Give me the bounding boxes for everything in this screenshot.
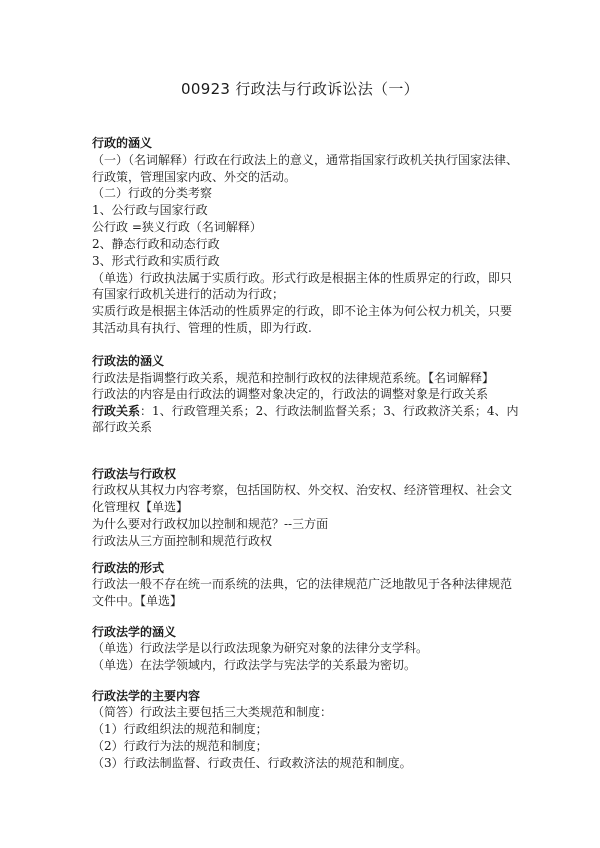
section-heading-administration: 行政的涵义 [92, 136, 153, 150]
paragraph-line: 实质行政是根据主体活动的性质界定的行政，即不论主体为何公权力机关，只要 [92, 304, 513, 318]
section-heading-law-form: 行政法的形式 [92, 561, 165, 575]
section-heading-admin-law: 行政法的涵义 [92, 354, 165, 368]
paragraph-line: （单选）在法学领域内，行政法学与宪法学的关系最为密切。 [92, 658, 417, 672]
paragraph-line: 行政法一般不存在统一而系统的法典，它的法律规范广泛地散见于各种法律规范 [92, 577, 513, 591]
paragraph-line: （二）行政的分类考察 [92, 186, 213, 200]
paragraph-line: 行政策，管理国家内政、外交的活动。 [92, 170, 297, 184]
paragraph-line: 3、形式行政和实质行政 [92, 254, 220, 268]
paragraph-line: （单选）行政执法属于实质行政。形式行政是根据主体的性质界定的行政，即只 [92, 271, 513, 285]
paragraph-line: 部行政关系 [92, 420, 153, 434]
section-heading-admin-power: 行政法与行政权 [92, 467, 177, 481]
paragraph-line: （一）（名词解释）行政在行政法上的意义，通常指国家行政机关执行国家法律、 [92, 153, 519, 167]
paragraph-line: 为什么要对行政权加以控制和规范？--三方面 [92, 517, 329, 531]
paragraph-line: 1、公行政与国家行政 [92, 203, 208, 217]
paragraph-line: 行政法的内容是由行政法的调整对象决定的，行政法的调整对象是行政关系 [92, 387, 489, 401]
paragraph-line: 公行政 =狭义行政（名词解释） [92, 220, 262, 234]
paragraph-line: （简答）行政法主要包括三大类规范和制度： [92, 705, 333, 719]
section-heading-law-science: 行政法学的涵义 [92, 625, 177, 639]
paragraph-line: 行政法是指调整行政关系，规范和控制行政权的法律规范系统。【名词解释】 [92, 371, 495, 385]
list-item: （1）行政组织法的规范和制度； [92, 722, 268, 736]
paragraph-line: 有国家行政机关进行的活动为行政； [92, 287, 285, 301]
paragraph-line: 文件中。【单选】 [92, 594, 183, 608]
document-title: 00923 行政法与行政诉讼法（一） [181, 80, 419, 98]
list-item: （3）行政法制监督、行政责任、行政救济法的规范和制度。 [92, 756, 412, 770]
paragraph-line: 行政权从其权力内容考察，包括国防权、外交权、治安权、经济管理权、社会文 [92, 483, 513, 497]
list-item: （2）行政行为法的规范和制度； [92, 739, 268, 753]
paragraph-line: 化管理权【单选】 [92, 500, 189, 514]
section-heading-main-content: 行政法学的主要内容 [92, 689, 201, 703]
paragraph-line: （单选）行政法学是以行政法现象为研究对象的法律分支学科。 [92, 641, 429, 655]
paragraph-line: 2、静态行政和动态行政 [92, 237, 220, 251]
paragraph-line: 其活动具有执行、管理的性质，即为行政. [92, 321, 312, 335]
admin-relations-label: 行政关系 [92, 404, 141, 418]
admin-relations-text: ：1、行政管理关系；2、行政法制监督关系；3、行政救济关系；4、内 [140, 404, 519, 418]
admin-relations-line [92, 403, 522, 420]
paragraph-line: 行政法从三方面控制和规范行政权 [92, 534, 273, 548]
